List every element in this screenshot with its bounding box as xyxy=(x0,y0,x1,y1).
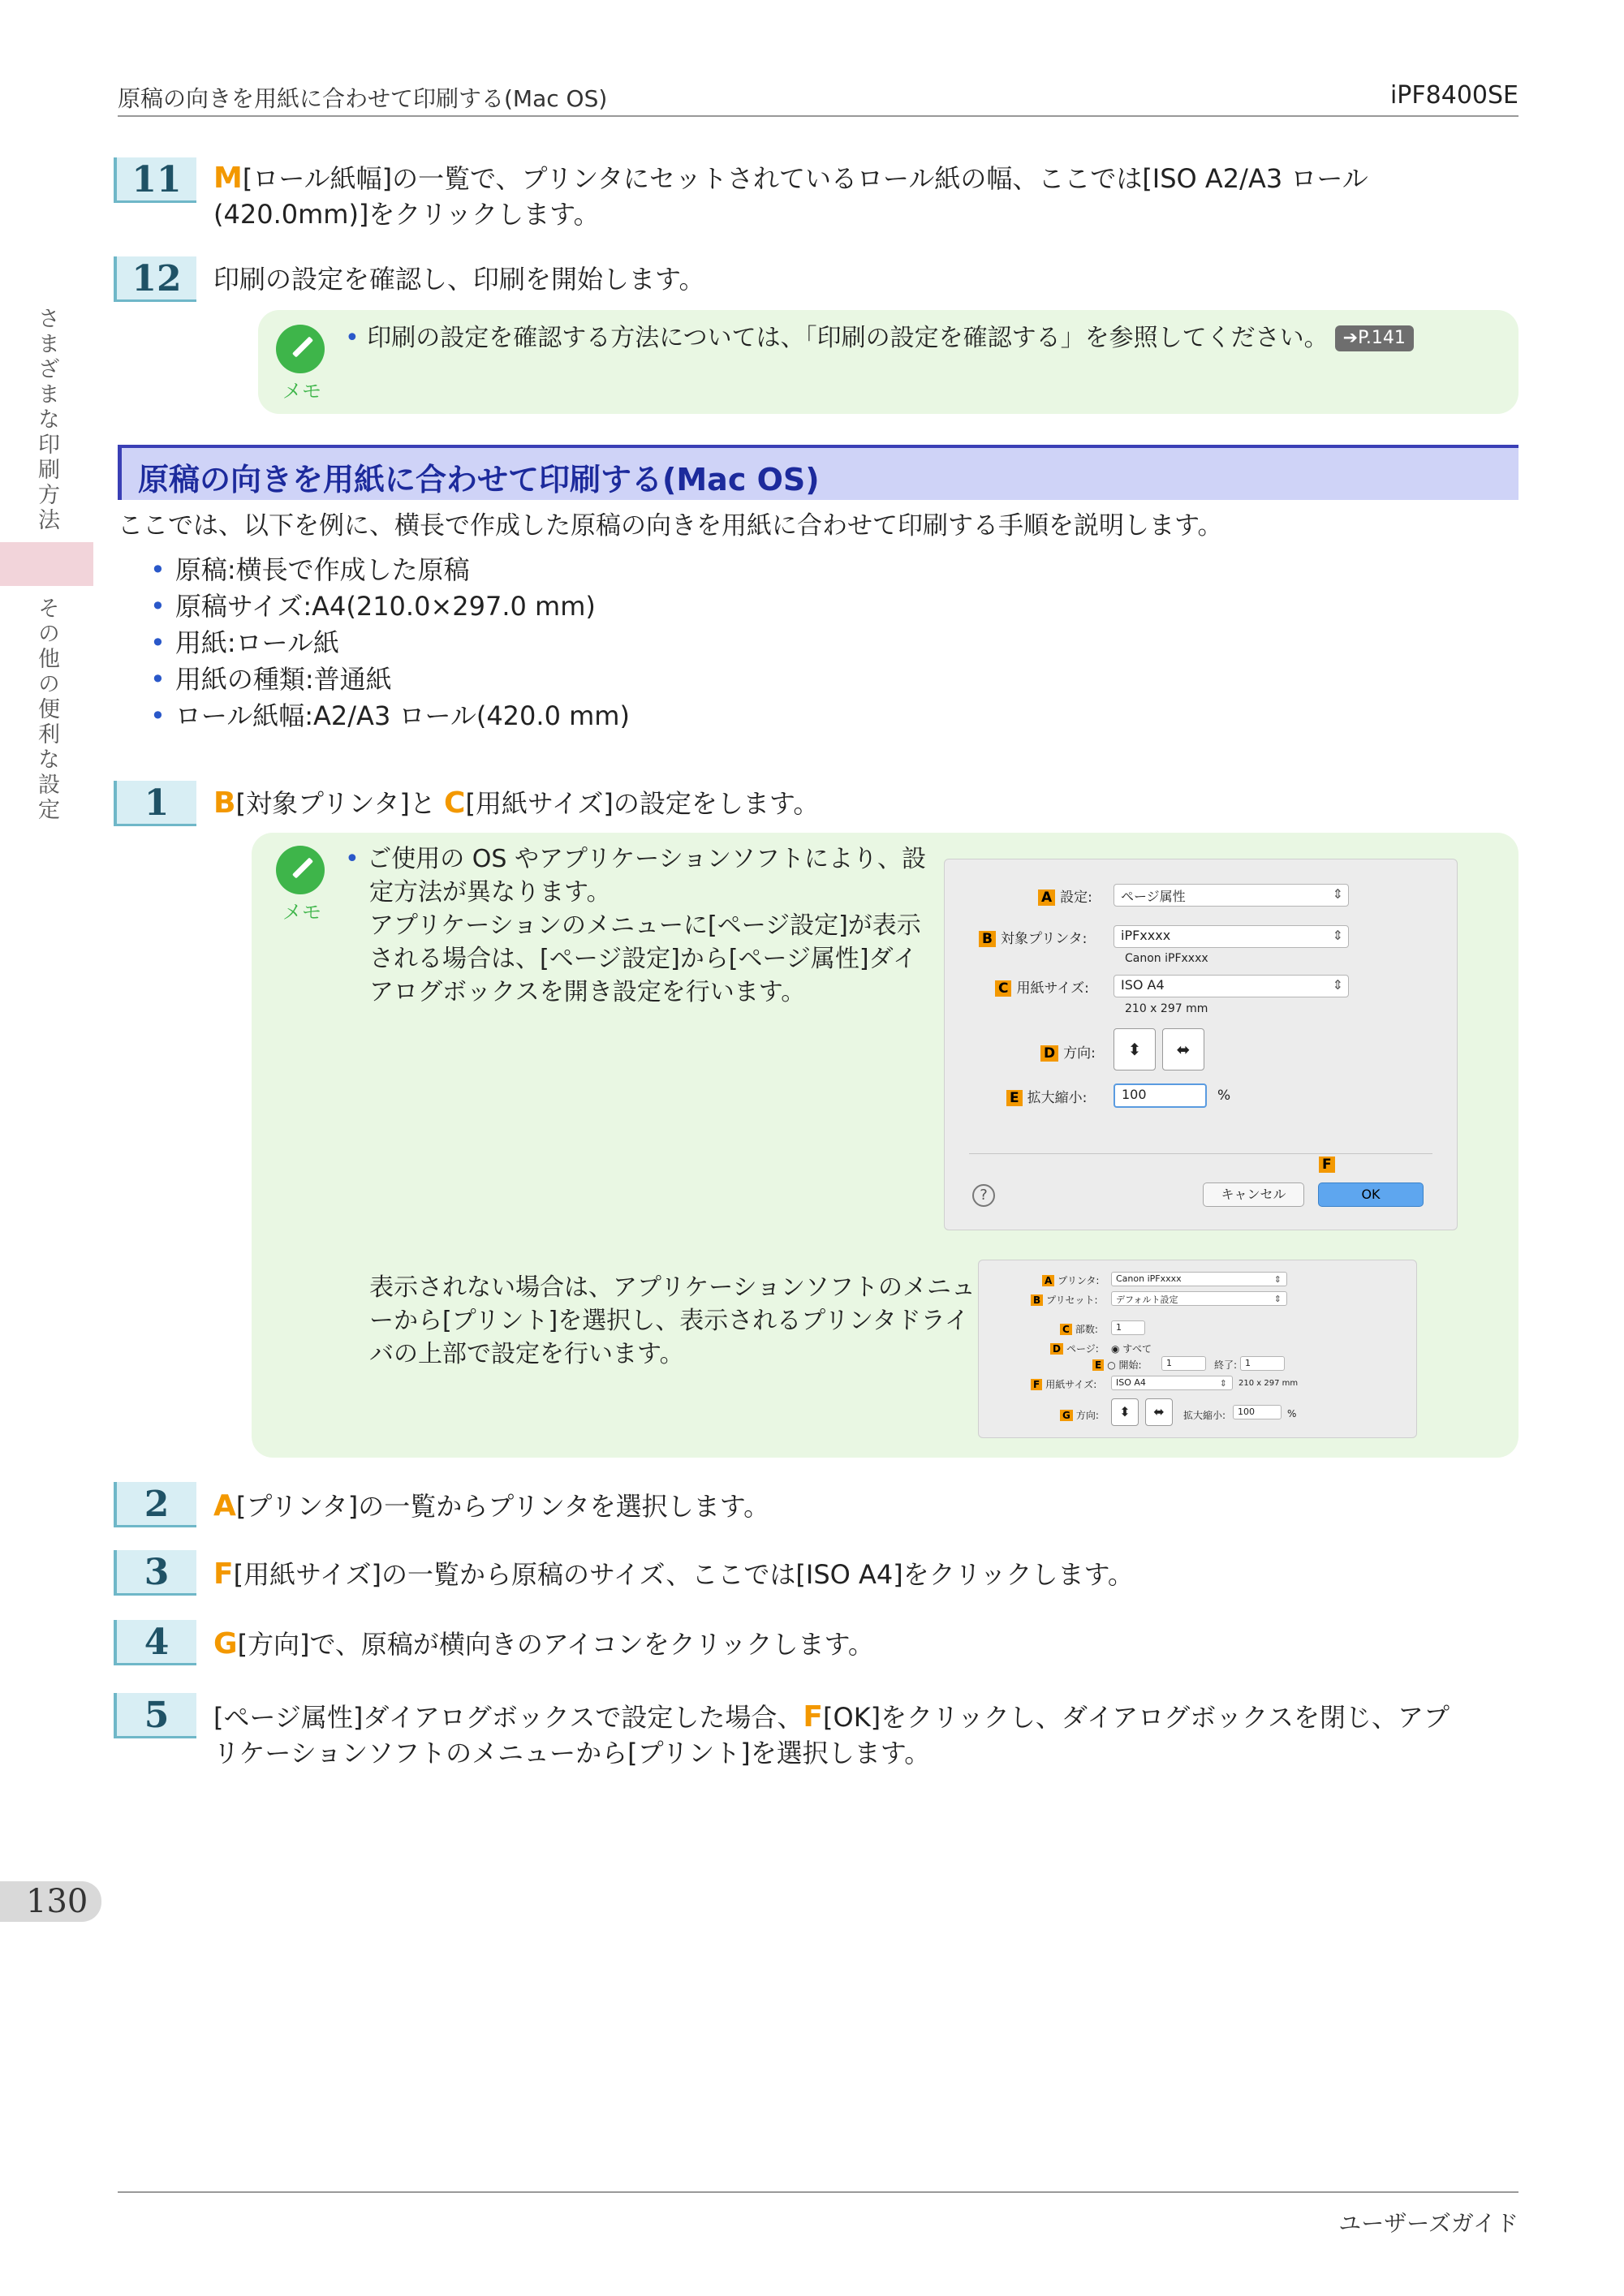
scale-unit: % xyxy=(1217,1088,1231,1104)
select-arrows-icon: ⇕ xyxy=(1332,977,1343,993)
printer-select[interactable]: Canon iPFxxxx ⇕ xyxy=(1111,1272,1287,1286)
settings-select[interactable]: ページ属性 ⇕ xyxy=(1114,884,1349,907)
badge-e: E xyxy=(1006,1090,1023,1106)
copies-input[interactable]: 1 xyxy=(1111,1320,1145,1335)
orientation-portrait-button[interactable] xyxy=(1111,1398,1139,1426)
badge-g: G xyxy=(1060,1410,1073,1421)
list-item: • 原稿:横長で作成した原稿 xyxy=(150,552,630,588)
memo-label: メモ xyxy=(282,901,321,924)
step-highlight: C xyxy=(444,786,466,820)
paper-size-label: C 用紙サイズ: xyxy=(995,976,1089,997)
select-arrows-icon: ⇕ xyxy=(1273,1294,1282,1304)
memo-note: • 印刷の設定を確認する方法については、「印刷の設定を確認する」を参照してください。 ➔P.141 xyxy=(345,321,1414,355)
step-text xyxy=(213,1557,1134,1592)
paper-size-select[interactable]: ISO A4 ⇕ xyxy=(1111,1376,1233,1390)
badge-a: A xyxy=(1038,890,1055,906)
header-title: 原稿の向きを用紙に合わせて印刷する(Mac OS) xyxy=(118,85,608,112)
select-arrows-icon: ⇕ xyxy=(1332,886,1343,902)
badge-c: C xyxy=(995,980,1011,997)
preset-select[interactable]: デフォルト設定 ⇕ xyxy=(1111,1291,1287,1306)
badge-f: F xyxy=(1031,1379,1042,1390)
memo-line: される場合は、[ページ設定]から[ページ属性]ダイ xyxy=(369,945,918,973)
portrait-icon: ⬍ xyxy=(1119,1404,1131,1419)
preset-label: B プリセット: xyxy=(1031,1293,1098,1307)
scale-label: E 拡大縮小: xyxy=(1006,1086,1087,1106)
step-highlight: F xyxy=(803,1700,824,1734)
step-text-part: [用紙サイズ]の設定をします。 xyxy=(465,788,820,819)
section-intro: ここでは、以下を例に、横長で作成した原稿の向きを用紙に合わせて印刷する手順を説明します。 xyxy=(118,511,1223,541)
orientation-landscape-button[interactable] xyxy=(1145,1398,1173,1426)
orientation-label: G 方向: xyxy=(1060,1408,1099,1422)
scale-input[interactable]: 100 xyxy=(1233,1405,1282,1419)
landscape-icon: ⬌ xyxy=(1176,1040,1191,1059)
side-tab-printing-methods[interactable]: さまざまな印刷方法 xyxy=(34,307,59,533)
example-list xyxy=(150,552,630,734)
step-number: 3 xyxy=(114,1550,196,1596)
memo-line: 定方法が異なります。 xyxy=(369,878,611,907)
page-reference-link[interactable]: ➔P.141 xyxy=(1335,325,1414,351)
step-text-part: [対象プリンタ]と xyxy=(235,788,436,819)
settings-label: A 設定: xyxy=(1038,885,1092,906)
list-item: • 原稿サイズ:A4(210.0×297.0 mm) xyxy=(150,588,630,625)
scale-input[interactable]: 100 xyxy=(1114,1083,1207,1108)
pages-label: D ページ: xyxy=(1050,1342,1099,1355)
pages-from-input[interactable]: 1 xyxy=(1161,1356,1206,1371)
paper-size-select[interactable]: ISO A4 ⇕ xyxy=(1114,975,1349,997)
step-highlight: M xyxy=(213,162,243,195)
landscape-icon: ⬌ xyxy=(1153,1404,1165,1419)
badge-f: F xyxy=(1319,1157,1340,1173)
memo-line: アプリケーションのメニューに[ページ設定]が表示 xyxy=(369,911,921,940)
print-dialog xyxy=(978,1260,1417,1438)
step-line1: [ロール紙幅]の一覧で、プリンタにセットされているロール紙の幅、ここでは[ISO A2/A3 ロール xyxy=(242,163,1368,194)
page-setup-dialog xyxy=(944,859,1458,1230)
badge-d: D xyxy=(1040,1045,1058,1062)
step-text-part: [方向]で、原稿が横向きのアイコンをクリックします。 xyxy=(237,1629,874,1660)
pages-to-label: 終了: xyxy=(1214,1359,1238,1371)
memo-line: ご使用の OS やアプリケーションソフトにより、設 xyxy=(367,845,926,873)
badge-b: B xyxy=(1031,1294,1043,1306)
step-number: 1 xyxy=(114,781,196,826)
paper-size-label: F 用紙サイズ: xyxy=(1031,1377,1096,1391)
step-text xyxy=(213,1488,769,1524)
orientation-label: D 方向: xyxy=(1040,1041,1096,1062)
step-text-part: [OK]をクリックし、ダイアログボックスを閉じ、アプ xyxy=(823,1702,1450,1733)
step-number: 5 xyxy=(114,1693,196,1738)
step-highlight: F xyxy=(213,1557,234,1591)
ok-button[interactable]: OK xyxy=(1318,1182,1424,1207)
paper-size-subtext: 210 x 297 mm xyxy=(1238,1379,1299,1388)
printer-select[interactable]: iPFxxxx ⇕ xyxy=(1114,925,1349,948)
orientation-portrait-button[interactable] xyxy=(1114,1028,1156,1070)
side-tab-active-marker xyxy=(0,542,93,586)
step-text xyxy=(213,1699,1450,1771)
list-item: • 用紙:ロール紙 xyxy=(150,625,630,661)
dialog-separator xyxy=(969,1153,1432,1154)
step-number: 12 xyxy=(114,256,196,302)
scale-label: 拡大縮小: xyxy=(1183,1410,1226,1421)
memo-line: バの上部で設定を行います。 xyxy=(369,1340,684,1368)
pages-all-radio[interactable]: ◉ すべて xyxy=(1111,1343,1152,1355)
select-arrows-icon: ⇕ xyxy=(1273,1274,1282,1285)
step-text-part: [用紙サイズ]の一覧から原稿のサイズ、ここでは[ISO A4]をクリックします。 xyxy=(233,1559,1134,1590)
select-arrows-icon: ⇕ xyxy=(1219,1378,1227,1389)
list-item: • ロール紙幅:A2/A3 ロール(420.0 mm) xyxy=(150,698,630,734)
printer-subtext: Canon iPFxxxx xyxy=(1125,952,1208,965)
printer-label: A プリンタ: xyxy=(1042,1273,1099,1287)
step-text: 印刷の設定を確認し、印刷を開始します。 xyxy=(213,264,705,295)
list-item: • 用紙の種類:普通紙 xyxy=(150,661,630,698)
step-number: 4 xyxy=(114,1620,196,1665)
page-number: 130 xyxy=(26,1883,88,1920)
badge-d: D xyxy=(1050,1343,1063,1355)
side-tab-other-settings[interactable]: その他の便利な設定 xyxy=(34,597,59,823)
step-text-part: リケーションソフトのメニューから[プリント]を選択します。 xyxy=(213,1738,931,1768)
badge-a: A xyxy=(1042,1275,1054,1286)
badge-b: B xyxy=(979,931,996,947)
step-text-part: [プリンタ]の一覧からプリンタを選択します。 xyxy=(235,1491,770,1522)
badge-e: E xyxy=(1092,1359,1104,1371)
section-title: 原稿の向きを用紙に合わせて印刷する(Mac OS) xyxy=(138,462,820,498)
step-text xyxy=(213,161,1368,232)
pages-to-input[interactable]: 1 xyxy=(1240,1356,1285,1371)
memo-note-a: • ご使用の OS やアプリケーションソフトにより、設 定方法が異なります。 アプリケーションのメニューに[ページ設定]が表示 される場合は、[ページ設定]から[ページ属性]ダイ アログボックスを開き設定を行います。 xyxy=(345,845,926,1006)
memo-note-b xyxy=(369,1271,976,1371)
printer-label: B 対象プリンタ: xyxy=(979,927,1087,947)
header-model: iPF8400SE xyxy=(1389,81,1518,110)
memo-line: ーから[プリント]を選択し、表示されるプリンタドライ xyxy=(369,1307,969,1335)
cancel-button[interactable]: キャンセル xyxy=(1203,1182,1304,1207)
step-text xyxy=(213,1626,874,1662)
step-number: 11 xyxy=(114,157,196,203)
step-text-part: [ページ属性]ダイアログボックスで設定した場合、 xyxy=(213,1702,803,1733)
badge-c: C xyxy=(1060,1324,1072,1335)
footer-divider xyxy=(118,2191,1518,2193)
scale-unit: % xyxy=(1287,1408,1297,1419)
memo-line: 表示されない場合は、アプリケーションソフトのメニュ xyxy=(369,1273,976,1302)
header-divider xyxy=(118,115,1518,117)
pages-from-label: E ○ 開始: xyxy=(1092,1358,1142,1372)
memo-line: アログボックスを開き設定を行います。 xyxy=(369,978,806,1006)
orientation-landscape-button[interactable] xyxy=(1162,1028,1204,1070)
paper-size-subtext: 210 x 297 mm xyxy=(1125,1002,1208,1015)
memo-pencil-icon xyxy=(276,325,325,373)
copies-label: C 部数: xyxy=(1060,1322,1098,1336)
footer-title: ユーザーズガイド xyxy=(1338,2210,1518,2237)
step-highlight: A xyxy=(213,1489,236,1523)
step-number: 2 xyxy=(114,1482,196,1527)
step-line2: (420.0mm)]をクリックします。 xyxy=(213,199,600,230)
step-text xyxy=(213,786,819,821)
memo-pencil-icon xyxy=(276,846,325,894)
step-highlight: B xyxy=(213,786,236,820)
select-arrows-icon: ⇕ xyxy=(1332,928,1343,943)
step-highlight: G xyxy=(213,1627,238,1661)
section-heading xyxy=(118,445,1518,500)
portrait-icon: ⬍ xyxy=(1127,1040,1142,1059)
memo-label: メモ xyxy=(282,380,321,403)
help-icon[interactable]: ? xyxy=(972,1184,995,1207)
memo-note-text: 印刷の設定を確認する方法については、「印刷の設定を確認する」を参照してください。 xyxy=(367,324,1329,352)
